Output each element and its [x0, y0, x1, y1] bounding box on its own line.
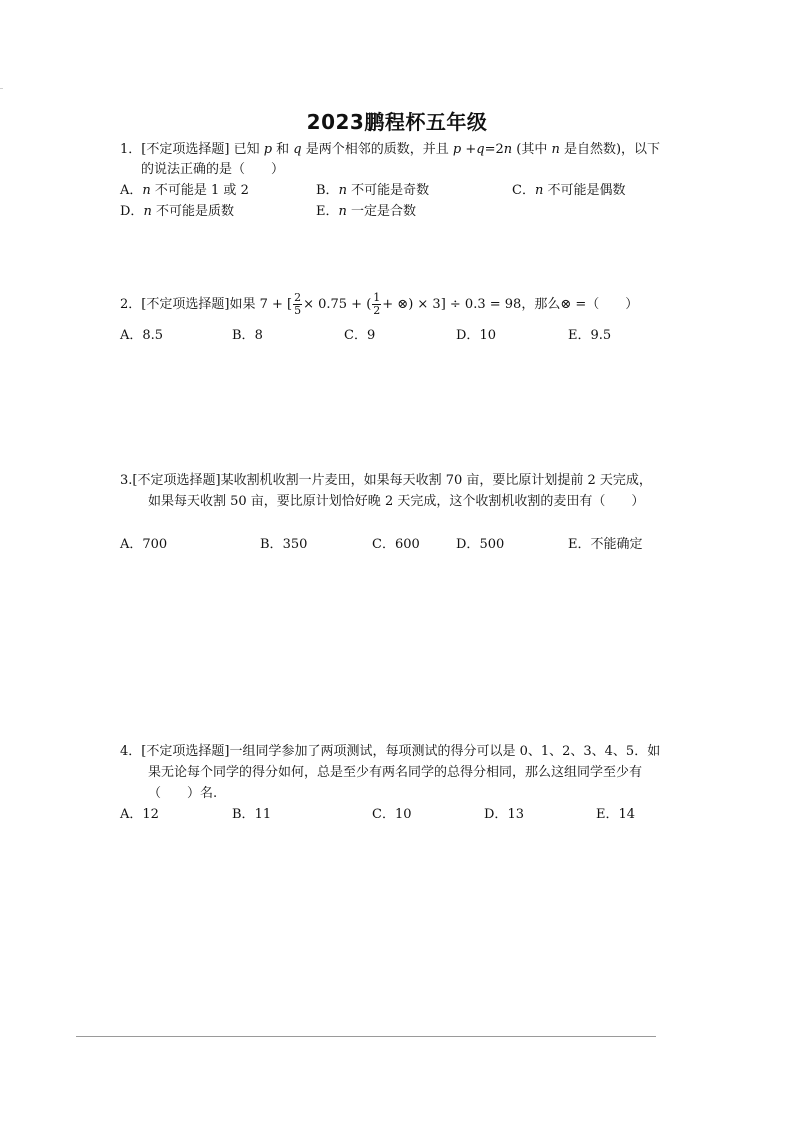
option-label: D．: [456, 328, 480, 343]
option-label: C．: [512, 183, 535, 198]
option-text: 9.5: [590, 328, 612, 343]
option-label: C．: [372, 537, 395, 552]
q3-tag: [不定项选择题]: [132, 473, 221, 488]
option-label: A．: [120, 328, 143, 343]
option-label: B．: [232, 807, 255, 822]
q2-option-b[interactable]: [232, 326, 263, 346]
option-label: D．: [484, 807, 508, 822]
q2-fraction-1: [293, 292, 302, 317]
edge-mark: [0, 88, 3, 89]
q1-tag: [不定项选择题]: [141, 142, 230, 157]
q1-option-d[interactable]: [120, 202, 234, 222]
fraction-denominator: 2: [373, 304, 381, 317]
q1-var-q: q: [476, 142, 485, 157]
option-label: B．: [316, 183, 339, 198]
q1-text: 是两个相邻的质数，并且: [301, 142, 453, 157]
q1-var-p: p: [263, 142, 273, 157]
option-text: 不可能是质数: [151, 204, 234, 219]
q1-text: (其中: [512, 142, 552, 157]
fraction-numerator: 1: [373, 291, 381, 304]
q1-option-e[interactable]: [316, 202, 416, 222]
q4-option-d[interactable]: [484, 805, 524, 825]
q1-text: +: [461, 142, 477, 157]
question-1-line-1: [120, 140, 660, 160]
q3-number: 3.: [120, 473, 133, 488]
question-4-line-1: [120, 742, 660, 762]
q2-fraction-2: [372, 292, 381, 317]
option-label: E．: [568, 537, 591, 552]
q2-expression: + ⊗) × 3] ÷ 0.3 = 98: [382, 297, 522, 312]
q3-option-c[interactable]: [372, 535, 420, 555]
option-label: C．: [372, 807, 395, 822]
option-label: C．: [344, 328, 367, 343]
option-label: D．: [456, 537, 480, 552]
option-text: 11: [254, 807, 272, 822]
q2-expression: 如果 7 + [: [229, 297, 293, 312]
option-text: 不可能是偶数: [543, 183, 626, 198]
option-text: 8.5: [142, 328, 164, 343]
q1-text: 已知: [229, 142, 264, 157]
option-label: A．: [120, 183, 143, 198]
option-text: 10: [394, 807, 412, 822]
q1-text: 是自然数)，以下: [559, 142, 661, 157]
question-2-line-1: [120, 290, 638, 320]
q1-option-a[interactable]: [120, 181, 249, 201]
question-3-line-1: [120, 471, 652, 491]
q2-option-d[interactable]: [456, 326, 496, 346]
q3-text: 某收割机收割一片麦田，如果每天收割 70 亩，要比原计划提前 2 天完成，: [220, 473, 652, 488]
q1-text: =2: [484, 142, 504, 157]
q1-var-n: n: [503, 142, 513, 157]
page-title: 2023鹏程杯五年级: [306, 110, 488, 134]
footer-divider: [76, 1036, 656, 1037]
q1-option-b[interactable]: [316, 181, 429, 201]
q4-text: 一组同学参加了两项测试，每项测试的得分可以是 0、1、2、3、4、5．如: [229, 744, 661, 759]
option-text: 一定是合数: [346, 204, 417, 219]
option-text: 14: [618, 807, 636, 822]
option-text: 500: [479, 537, 505, 552]
question-4-line-3: （ ）名.: [148, 786, 218, 801]
q2-text: ，那么⊗ =（ ）: [521, 297, 639, 312]
q4-option-e[interactable]: [596, 805, 635, 825]
q2-number: 2．: [120, 297, 142, 312]
option-text: 600: [394, 537, 420, 552]
question-3-line-2: 如果每天收割 50 亩，要比原计划恰好晚 2 天完成，这个收割机收割的麦田有（ ）: [148, 494, 645, 509]
option-label: B．: [260, 537, 283, 552]
option-label: E．: [316, 204, 339, 219]
q2-expression: × 0.75 + (: [303, 297, 372, 312]
option-var: n: [143, 204, 152, 219]
option-var: n: [142, 183, 151, 198]
q4-option-b[interactable]: [232, 805, 271, 825]
option-var: n: [338, 183, 347, 198]
q1-var-n: n: [551, 142, 560, 157]
q1-option-c[interactable]: [512, 181, 625, 201]
option-label: A．: [120, 807, 143, 822]
q3-option-b[interactable]: [260, 535, 307, 555]
option-var: n: [534, 183, 544, 198]
q2-option-e[interactable]: [568, 326, 611, 346]
option-text: 9: [366, 328, 376, 343]
q3-option-d[interactable]: [456, 535, 504, 555]
q2-option-a[interactable]: [120, 326, 163, 346]
option-text: 12: [142, 807, 159, 822]
option-label: E．: [596, 807, 619, 822]
q1-text: 和: [272, 142, 294, 157]
option-text: 350: [282, 537, 308, 552]
q3-option-a[interactable]: [120, 535, 167, 555]
question-1-line-2: 的说法正确的是（ ）: [141, 162, 285, 177]
option-label: E．: [568, 328, 591, 343]
option-label: D．: [120, 204, 144, 219]
option-label: B．: [232, 328, 255, 343]
q1-var-q: q: [293, 142, 302, 157]
fraction-numerator: 2: [294, 291, 302, 304]
q4-option-a[interactable]: [120, 805, 159, 825]
q3-option-e[interactable]: [568, 535, 643, 555]
option-text: 不能确定: [590, 537, 643, 552]
q4-number: 4．: [120, 744, 142, 759]
q1-number: 1．: [120, 142, 142, 157]
option-text: 13: [507, 807, 524, 822]
option-text: 不可能是 1 或 2: [150, 183, 249, 198]
q2-tag: [不定项选择题]: [141, 297, 230, 312]
q4-option-c[interactable]: [372, 805, 412, 825]
option-text: 不可能是奇数: [346, 183, 430, 198]
option-text: 8: [254, 328, 263, 343]
option-text: 700: [142, 537, 168, 552]
q1-var-p: p: [452, 142, 462, 157]
option-var: n: [338, 204, 347, 219]
q2-option-c[interactable]: [344, 326, 375, 346]
question-4-line-2: 果无论每个同学的得分如何，总是至少有两名同学的总得分相同，那么这组同学至少有: [148, 765, 643, 780]
q4-tag: [不定项选择题]: [141, 744, 230, 759]
option-label: A．: [120, 537, 143, 552]
option-text: 10: [479, 328, 496, 343]
fraction-denominator: 5: [294, 304, 302, 317]
